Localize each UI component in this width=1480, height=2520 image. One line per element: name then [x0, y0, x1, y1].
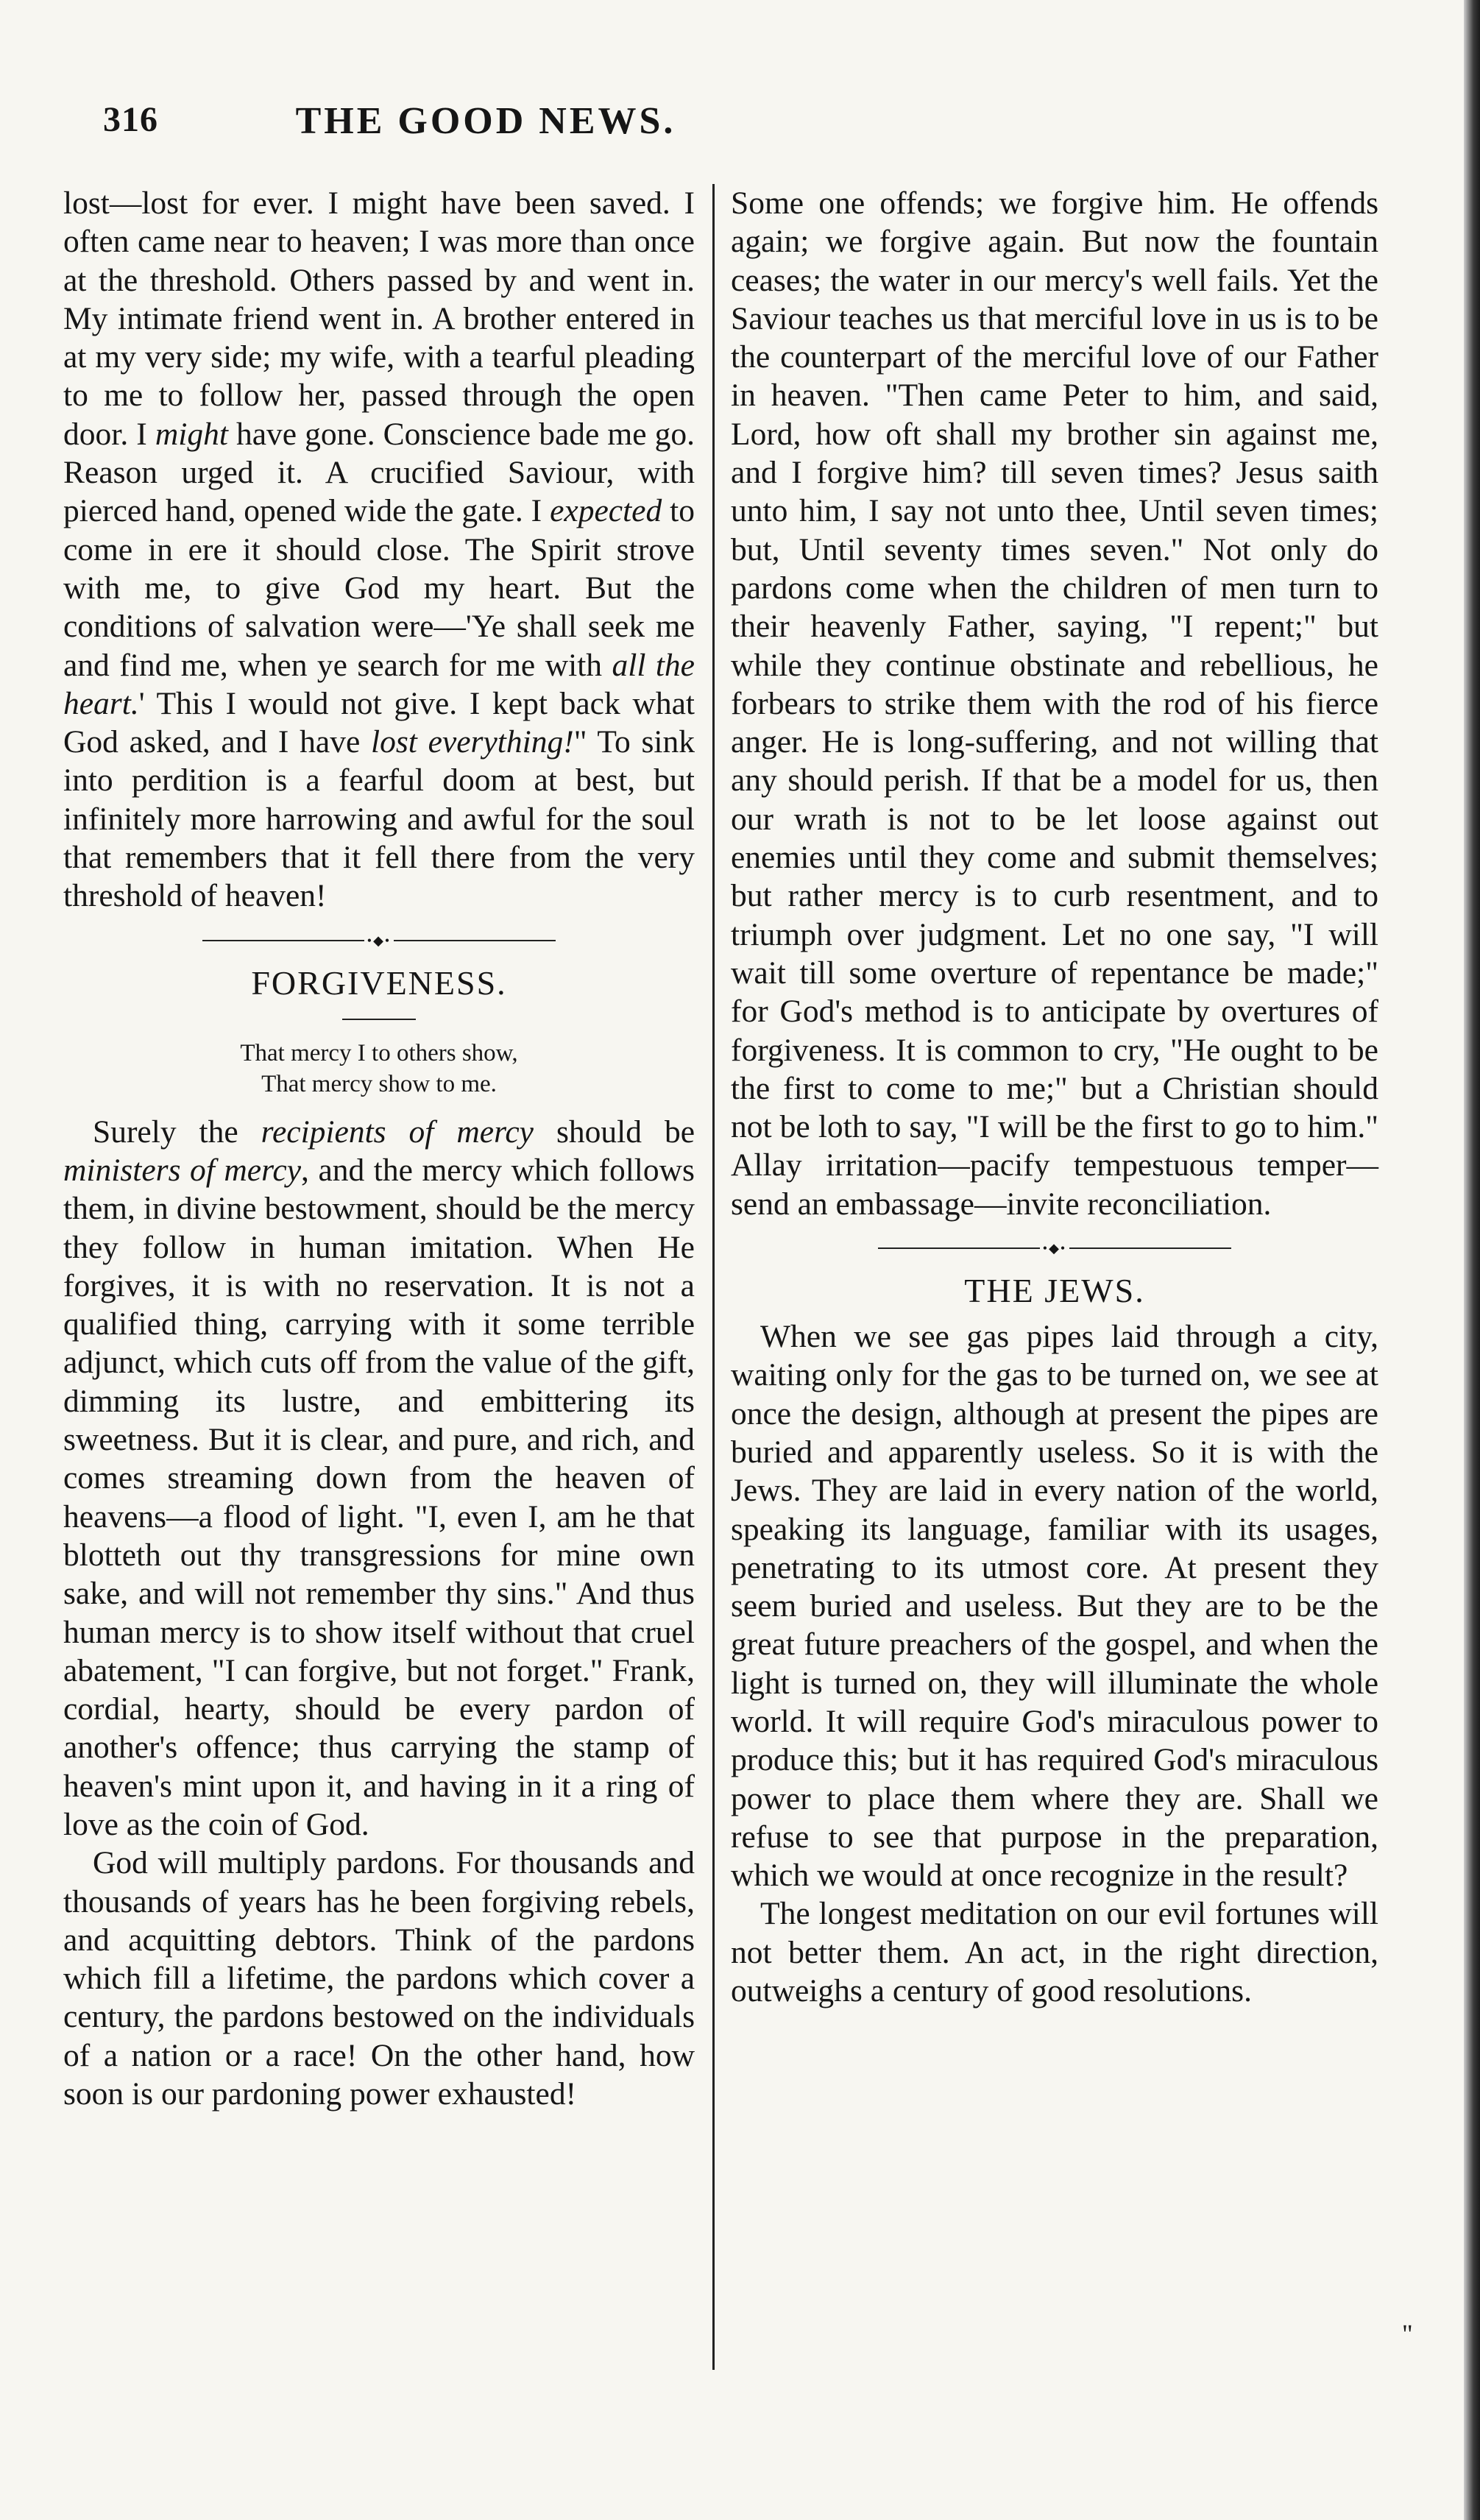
title-underline-rule: [342, 1019, 416, 1020]
text-run: lost—lost for ever. I might have been saved. I often came near to heaven; I was more than once at the threshold. Others passed by and went in. My intimate friend went in. A brother entered in at my very side; my wife, with a tearful pleading to me to follow her, passed through the open door. I: [63, 185, 695, 452]
left-column: [63, 184, 695, 2113]
forgiveness-paragraph-2: God will multiply pardons. For thousands and thousands of years has he been forgiving rebels, and acquitting debtors. Think of the pardons which fill a lifetime, the pardons which cover a century, the pardons bestowed on the individuals of a nation or a race! On the other hand, how soon is our pardoning power exhausted!: [63, 1845, 695, 2112]
section-title-forgiveness: FORGIVENESS.: [251, 963, 507, 1002]
text-run: have gone. Conscience bade me go. Reason urged it. A crucified Saviour, with pierced hand, opened wide the gate. I: [63, 416, 695, 529]
italic-text: might: [155, 416, 228, 452]
italic-text: recipients of mercy: [261, 1114, 534, 1150]
divider-line-left: [878, 1247, 1040, 1249]
section-divider-ornament: [63, 933, 695, 948]
text-run: to come in ere it should close. The Spirit strove with me, to give God my heart. But the conditions of salvation were—'Ye shall seek me and find me, when ye search for me with: [63, 493, 695, 683]
divider-dots: •◆•: [367, 932, 392, 948]
page-binding-edge: [1464, 0, 1480, 2520]
forgiveness-continued-paragraph: Some one offends; we forgive him. He offends again; we forgive again. But now the fountain ceases; the water in our mercy's well fails. Yet the Saviour teaches us that merciful love in us is to be the counterpart of the merciful love of our Father in heaven. "Then came Peter to him, and said, Lord, how oft shall my brother sin against me, and I forgive him? till seven times? Jesus saith unto him, I say not unto thee, Until seven times; but, Until seventy times seven." Not only do pardons come when the children of men turn to their heavenly Father, saying, "I repent;" but while they continue obstinate and rebellious, he forbears to strike them with the rod of his fierce anger. He is long-suffering, and not willing that any should perish. If that be a model for us, then our wrath is not to be let loose against out enemies until they come and submit themselves; but rather mercy is to curb resentment, and to triumph over judgment. Let no one say, "I will wait till some overture of repentance be made;" for God's method is to anticipate by overtures of forgiveness. It is common to cry, "He ought to be the first to come to me;" but a Christian should not be loth to say, "I will be the first to go to him." Allay irritation—pacify tempestuous temper—send an embassage—invite reconciliation.: [731, 185, 1378, 1222]
page-header: [103, 99, 868, 151]
divider-line-right: [394, 940, 556, 941]
divider-dots: •◆•: [1042, 1241, 1067, 1256]
right-column: [731, 184, 1378, 2010]
italic-text: lost everything!: [371, 724, 574, 760]
divider-line-left: [202, 940, 364, 941]
jews-paragraph-2: The longest meditation on our evil fortunes will not better them. An act, in the right direction, outweighs a century of good resolutions.: [731, 1896, 1378, 2009]
italic-text: all the heart.: [63, 647, 695, 721]
section-title-the-jews: THE JEWS.: [964, 1272, 1145, 1310]
epigraph-line-2: That mercy show to me.: [261, 1070, 497, 1097]
running-title: THE GOOD NEWS.: [295, 100, 676, 142]
column-divider-rule: [712, 184, 715, 2370]
text-run: should be: [534, 1114, 695, 1150]
jews-paragraph-1: When we see gas pipes laid through a city, waiting only for the gas to be turned on, we see at once the design, although at present the pipes are buried and apparently useless. So it is with the Jews. They are laid in every nation of the world, speaking its language, familiar with its usages, penetrating to its utmost core. At present they seem buried and useless. But they are to be the great future preachers of the gospel, and when the light is turned on, they will illuminate the whole world. It will require God's miraculous power to produce this; but it has required God's miraculous power to place them where they are. Shall we refuse to see that purpose in the preparation, which we would at once recognize in the result?: [731, 1319, 1378, 1894]
forgiveness-paragraph-1: [63, 1113, 695, 1844]
text-run: " To sink into perdition is a fearful doom at best, but infinitely more harrowing and awful for the soul that remembers that it fell there from the very threshold of heaven!: [63, 724, 695, 914]
epigraph: [63, 1038, 695, 1100]
divider-line-right: [1069, 1247, 1231, 1249]
margin-mark: ": [1402, 2319, 1413, 2349]
italic-text: expected: [550, 493, 662, 529]
text-run: , and the mercy which follows them, in divine bestowment, should be the mercy they follow in human imitation. When He forgives, it is with no reservation. It is not a qualified thing, carrying with it some terrible adjunct, which cuts off from the value of the gift, dimming its lustre, and embittering its sweetness. But it is clear, and pure, and rich, and comes streaming down from the heaven of heavens—a flood of light. "I, even I, am he that blotteth out thy transgressions for mine own sake, and will not remember thy sins." And thus human mercy is to show itself without that cruel abatement, "I can forgive, but not forget." Frank, cordial, hearty, should be every pardon of another's offence; thus carrying the stamp of heaven's mint upon it, and having in it a ring of love as the coin of God.: [63, 1152, 695, 1842]
page-number: 316: [103, 100, 158, 139]
epigraph-line-1: That mercy I to others show,: [240, 1039, 518, 1066]
italic-text: ministers of mercy: [63, 1152, 302, 1188]
text-run: Surely the: [93, 1114, 261, 1150]
intro-paragraph: [63, 184, 695, 916]
text-run: ' This I would not give. I kept back what God asked, and I have: [63, 685, 695, 760]
section-divider-ornament: [731, 1241, 1378, 1256]
